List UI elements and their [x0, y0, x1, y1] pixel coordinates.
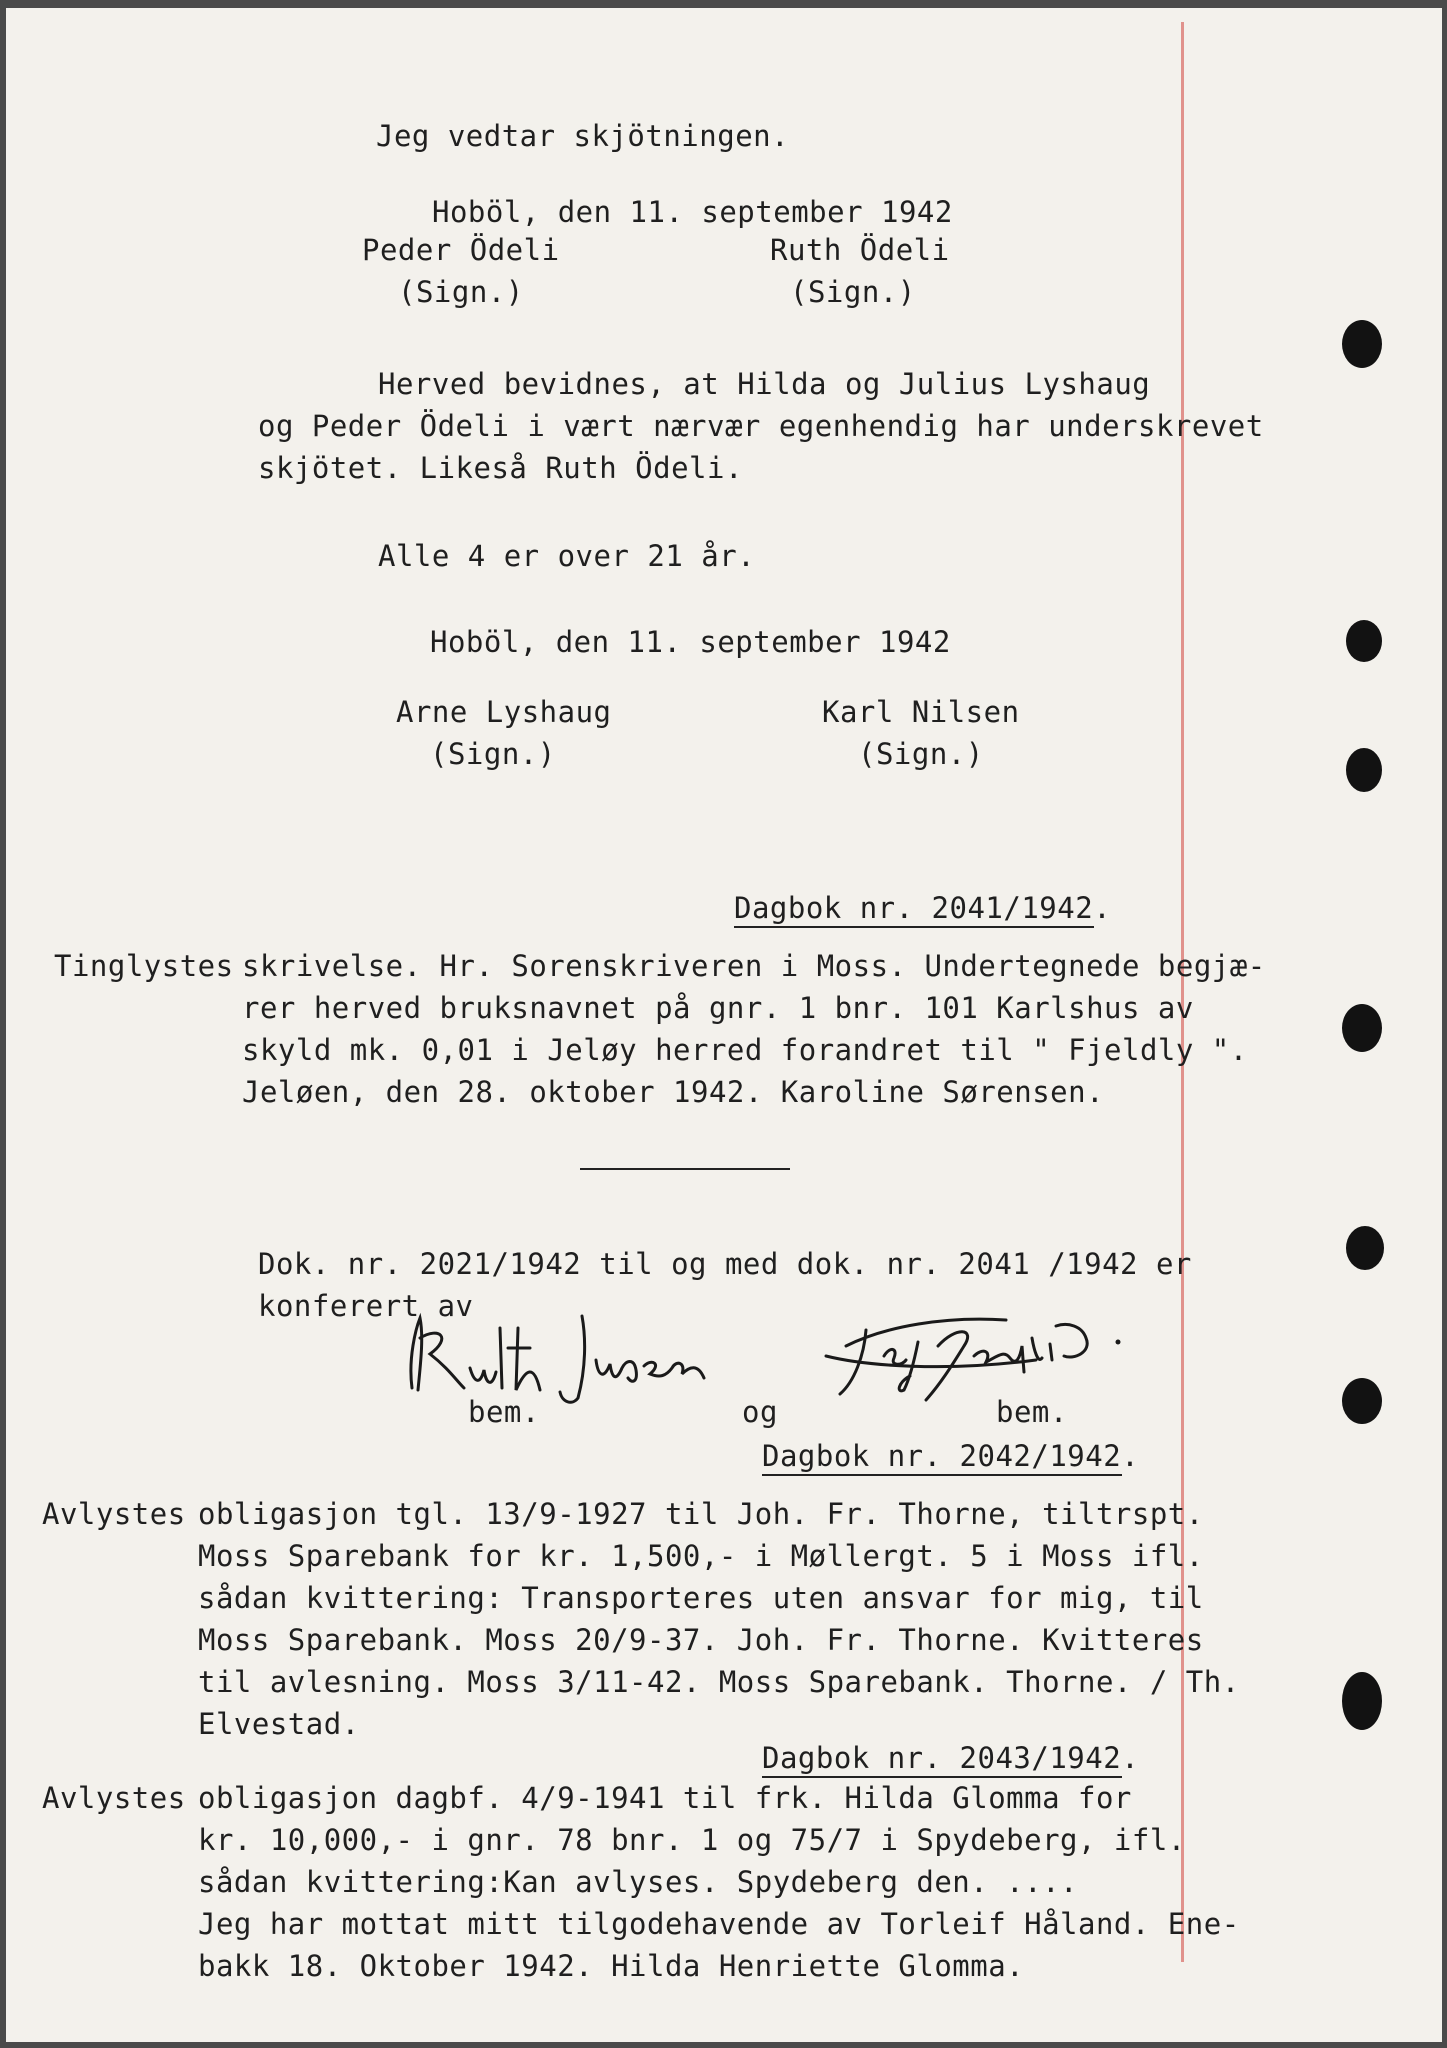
signature-right	[806, 1286, 1146, 1406]
witness-sign: (Sign.)	[858, 737, 984, 771]
signer-name: Peder Ödeli	[362, 233, 560, 267]
witness-name: Arne Lyshaug	[396, 695, 612, 729]
attestation-line: skjötet. Likeså Ruth Ödeli.	[258, 451, 743, 485]
place-date: Hoböl, den 11. september 1942	[432, 195, 953, 229]
header-underline	[762, 1474, 1122, 1476]
entry-line: Elvestad.	[198, 1707, 360, 1741]
document-page	[6, 8, 1442, 2042]
entry-line: skrivelse. Hr. Sorenskriveren i Moss. Undertegnede begjæ-	[242, 949, 1266, 983]
entry-line: skyld mk. 0,01 i Jeløy herred forandret til " Fjeldly ".	[242, 1033, 1248, 1067]
entry-line: Moss Sparebank. Moss 20/9-37. Joh. Fr. Thorne. Kvitteres	[198, 1623, 1204, 1657]
punch-hole	[1342, 1378, 1382, 1424]
witness-sign: (Sign.)	[430, 737, 556, 771]
bem-label: bem.	[996, 1395, 1068, 1429]
attestation-line: og Peder Ödeli i vært nærvær egenhendig har underskrevet	[258, 409, 1264, 443]
og-label: og	[742, 1395, 778, 1429]
entry-line: til avlesning. Moss 3/11-42. Moss Sparebank. Thorne. / Th.	[198, 1665, 1240, 1699]
entry-label: Avlystes	[42, 1781, 186, 1815]
entry-line: bakk 18. Oktober 1942. Hilda Henriette Glomma.	[198, 1949, 1025, 1983]
entry-line: kr. 10,000,- i gnr. 78 bnr. 1 og 75/7 i Spydeberg, ifl.	[198, 1823, 1186, 1857]
punch-hole	[1346, 1226, 1384, 1270]
signature-ruth-jensen	[390, 1298, 730, 1408]
punch-hole	[1342, 1004, 1382, 1052]
confirm-line: konferert av	[258, 1289, 474, 1323]
punch-hole	[1342, 320, 1382, 368]
entry-header: Dagbok nr. 2041/1942.	[734, 891, 1112, 925]
entry-header: Dagbok nr. 2043/1942.	[762, 1741, 1140, 1775]
entry-line: obligasjon tgl. 13/9-1927 til Joh. Fr. Thorne, tiltrspt.	[198, 1497, 1204, 1531]
consent-line: Jeg vedtar skjötningen.	[376, 119, 790, 153]
confirm-line: Dok. nr. 2021/1942 til og med dok. nr. 2041 /1942 er	[258, 1247, 1192, 1281]
entry-line: sådan kvittering:Kan avlyses. Spydeberg den. ....	[198, 1865, 1079, 1899]
entry-line: Jeg har mottat mitt tilgodehavende av Torleif Håland. Ene-	[198, 1907, 1240, 1941]
entry-line: rer herved bruksnavnet på gnr. 1 bnr. 101 Karlshus av	[242, 991, 1194, 1025]
witness-name: Karl Nilsen	[822, 695, 1020, 729]
bem-label: bem.	[468, 1395, 540, 1429]
punch-hole	[1346, 748, 1382, 792]
signer-name: Ruth Ödeli	[770, 233, 950, 267]
punch-hole	[1342, 1672, 1382, 1730]
signer-sign: (Sign.)	[398, 275, 524, 309]
entry-label: Tinglystes	[54, 949, 234, 983]
attestation-line: Herved bevidnes, at Hilda og Julius Lyshaug	[378, 367, 1151, 401]
entry-label: Avlystes	[42, 1497, 186, 1531]
section-divider	[580, 1168, 790, 1170]
age-note: Alle 4 er over 21 år.	[378, 539, 756, 573]
signer-sign: (Sign.)	[790, 275, 916, 309]
punch-hole	[1346, 620, 1382, 662]
entry-header: Dagbok nr. 2042/1942.	[762, 1439, 1140, 1473]
entry-line: Moss Sparebank for kr. 1,500,- i Møllergt. 5 i Moss ifl.	[198, 1539, 1204, 1573]
entry-line: obligasjon dagbf. 4/9-1941 til frk. Hilda Glomma for	[198, 1781, 1132, 1815]
entry-line: Jeløen, den 28. oktober 1942. Karoline Sørensen.	[242, 1075, 1105, 1109]
place-date: Hoböl, den 11. september 1942	[430, 625, 951, 659]
header-underline	[734, 926, 1094, 928]
entry-line: sådan kvittering: Transporteres uten ansvar for mig, til	[198, 1581, 1204, 1615]
